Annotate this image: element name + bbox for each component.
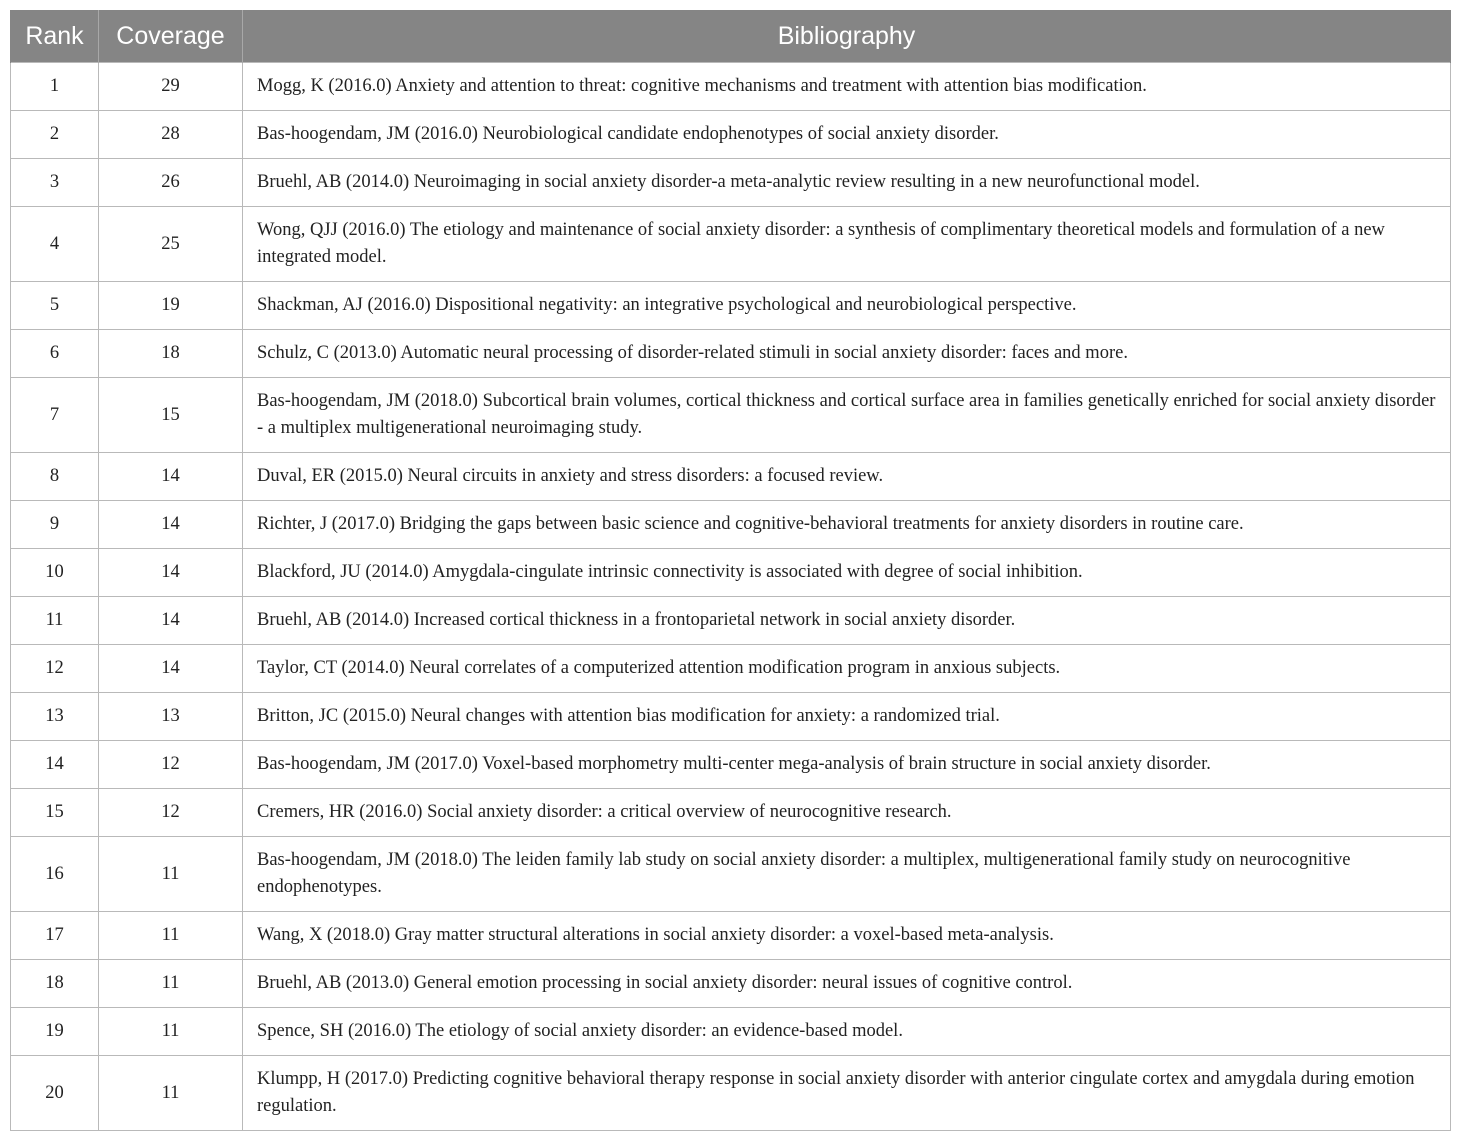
table-row [11,549,1451,597]
bibliography-cell: Bas-hoogendam, JM (2017.0) Voxel-based morphometry multi-center mega-analysis of brain structure in social anxiety disorder. [243,741,1451,789]
coverage-cell: 12 [99,789,243,837]
table-row [11,597,1451,645]
bibliography-cell: Bas-hoogendam, JM (2018.0) Subcortical brain volumes, cortical thickness and cortical surface area in families genetically enriched for social anxiety disorder - a multiplex multigenerational neuroimaging study. [243,378,1451,453]
bibliography-cell: Duval, ER (2015.0) Neural circuits in anxiety and stress disorders: a focused review. [243,453,1451,501]
rank-cell: 17 [11,912,99,960]
rank-cell: 11 [11,597,99,645]
rank-cell: 13 [11,693,99,741]
coverage-cell: 18 [99,330,243,378]
table-row [11,789,1451,837]
table-row [11,63,1451,111]
table-header [11,10,1451,63]
bibliography-cell: Wong, QJJ (2016.0) The etiology and maintenance of social anxiety disorder: a synthesis of complimentary theoretical models and formulation of a new integrated model. [243,207,1451,282]
rank-cell: 7 [11,378,99,453]
bibliography-cell: Bas-hoogendam, JM (2016.0) Neurobiological candidate endophenotypes of social anxiety disorder. [243,111,1451,159]
bibliography-cell: Bruehl, AB (2014.0) Increased cortical thickness in a frontoparietal network in social anxiety disorder. [243,597,1451,645]
coverage-cell: 26 [99,159,243,207]
bibliography-cell: Richter, J (2017.0) Bridging the gaps between basic science and cognitive-behavioral treatments for anxiety disorders in routine care. [243,501,1451,549]
rank-cell: 5 [11,282,99,330]
rank-cell: 14 [11,741,99,789]
rank-cell: 9 [11,501,99,549]
rank-cell: 18 [11,960,99,1008]
table-row [11,207,1451,282]
column-header-rank: Rank [11,10,99,63]
coverage-cell: 12 [99,741,243,789]
coverage-cell: 11 [99,1008,243,1056]
bibliography-cell: Shackman, AJ (2016.0) Dispositional negativity: an integrative psychological and neurobiological perspective. [243,282,1451,330]
table-row [11,453,1451,501]
bibliography-cell: Wang, X (2018.0) Gray matter structural alterations in social anxiety disorder: a voxel-based meta-analysis. [243,912,1451,960]
coverage-cell: 29 [99,63,243,111]
coverage-cell: 19 [99,282,243,330]
table-row [11,960,1451,1008]
coverage-cell: 14 [99,597,243,645]
bibliography-cell: Spence, SH (2016.0) The etiology of social anxiety disorder: an evidence-based model. [243,1008,1451,1056]
table-row [11,330,1451,378]
bibliography-cell: Britton, JC (2015.0) Neural changes with attention bias modification for anxiety: a randomized trial. [243,693,1451,741]
coverage-cell: 14 [99,501,243,549]
rank-cell: 1 [11,63,99,111]
rank-cell: 12 [11,645,99,693]
coverage-cell: 25 [99,207,243,282]
column-header-coverage: Coverage [99,10,243,63]
rank-cell: 15 [11,789,99,837]
table-row [11,645,1451,693]
coverage-cell: 14 [99,645,243,693]
bibliography-cell: Blackford, JU (2014.0) Amygdala-cingulate intrinsic connectivity is associated with degree of social inhibition. [243,549,1451,597]
coverage-cell: 14 [99,549,243,597]
coverage-cell: 28 [99,111,243,159]
coverage-cell: 11 [99,837,243,912]
coverage-cell: 13 [99,693,243,741]
rank-cell: 19 [11,1008,99,1056]
bibliography-table [10,10,1451,1131]
rank-cell: 8 [11,453,99,501]
table-row [11,693,1451,741]
bibliography-cell: Bas-hoogendam, JM (2018.0) The leiden family lab study on social anxiety disorder: a multiplex, multigenerational family study on neurocognitive endophenotypes. [243,837,1451,912]
table-row [11,1056,1451,1131]
table-row [11,912,1451,960]
bibliography-cell: Schulz, C (2013.0) Automatic neural processing of disorder-related stimuli in social anxiety disorder: faces and more. [243,330,1451,378]
header-row [11,10,1451,63]
bibliography-cell: Klumpp, H (2017.0) Predicting cognitive behavioral therapy response in social anxiety disorder with anterior cingulate cortex and amygdala during emotion regulation. [243,1056,1451,1131]
coverage-cell: 11 [99,1056,243,1131]
bibliography-cell: Bruehl, AB (2013.0) General emotion processing in social anxiety disorder: neural issues of cognitive control. [243,960,1451,1008]
table-row [11,741,1451,789]
table-body [11,63,1451,1131]
bibliography-cell: Mogg, K (2016.0) Anxiety and attention to threat: cognitive mechanisms and treatment with attention bias modification. [243,63,1451,111]
coverage-cell: 11 [99,960,243,1008]
bibliography-cell: Cremers, HR (2016.0) Social anxiety disorder: a critical overview of neurocognitive research. [243,789,1451,837]
column-header-bibliography: Bibliography [243,10,1451,63]
bibliography-cell: Bruehl, AB (2014.0) Neuroimaging in social anxiety disorder-a meta-analytic review resulting in a new neurofunctional model. [243,159,1451,207]
table-row [11,378,1451,453]
coverage-cell: 11 [99,912,243,960]
coverage-cell: 15 [99,378,243,453]
table-row [11,837,1451,912]
table-row [11,111,1451,159]
table-row [11,159,1451,207]
rank-cell: 3 [11,159,99,207]
table-row [11,1008,1451,1056]
rank-cell: 16 [11,837,99,912]
table-row [11,501,1451,549]
rank-cell: 6 [11,330,99,378]
rank-cell: 10 [11,549,99,597]
table-row [11,282,1451,330]
rank-cell: 2 [11,111,99,159]
rank-cell: 20 [11,1056,99,1131]
coverage-cell: 14 [99,453,243,501]
rank-cell: 4 [11,207,99,282]
bibliography-cell: Taylor, CT (2014.0) Neural correlates of a computerized attention modification program in anxious subjects. [243,645,1451,693]
